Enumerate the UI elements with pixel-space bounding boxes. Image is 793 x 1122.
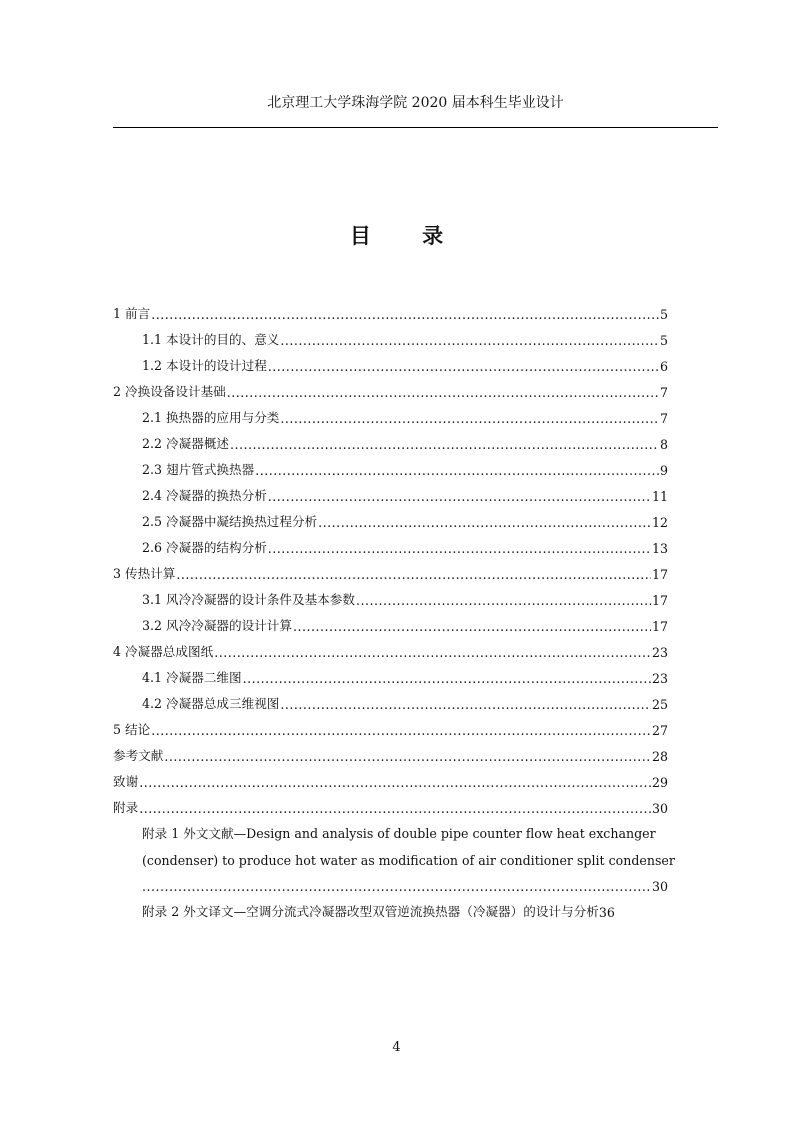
toc-entry-label: 2.5 冷凝器中凝结换热过程分析 bbox=[142, 514, 318, 529]
toc-entry-label: 4.2 冷凝器总成三维视图 bbox=[142, 696, 280, 711]
toc-entry-page: 17 bbox=[651, 567, 668, 582]
toc-entry[interactable] bbox=[113, 426, 668, 452]
toc-entry-label: 3.1 风冷冷凝器的设计条件及基本参数 bbox=[142, 592, 355, 607]
toc-entry[interactable] bbox=[113, 660, 668, 686]
toc-entry-page: 29 bbox=[651, 775, 668, 790]
toc-entry-page: 17 bbox=[651, 593, 668, 608]
toc-entry[interactable] bbox=[113, 400, 668, 426]
toc-leader bbox=[280, 411, 659, 426]
toc-entry-label: 4 冷凝器总成图纸 bbox=[113, 644, 214, 659]
toc-entry-label: 附录 bbox=[113, 800, 139, 815]
toc-leader bbox=[268, 359, 659, 374]
toc-entry-label: 2.6 冷凝器的结构分析 bbox=[142, 540, 267, 555]
toc-leader bbox=[230, 437, 659, 452]
toc-entry[interactable] bbox=[113, 738, 668, 764]
appendix-1-line-2[interactable] bbox=[142, 842, 675, 868]
appendix-1-line-3[interactable] bbox=[142, 868, 668, 894]
appendix-1-line-1[interactable] bbox=[142, 816, 668, 842]
page-number: 4 bbox=[392, 1040, 401, 1055]
toc-entry-page: 25 bbox=[651, 697, 668, 712]
toc-entry[interactable] bbox=[113, 634, 668, 660]
toc-leader bbox=[243, 671, 651, 686]
appendix-2-page: 36 bbox=[598, 905, 615, 920]
toc-entry[interactable] bbox=[113, 322, 668, 348]
toc-leader bbox=[268, 541, 651, 556]
toc-entry-page: 17 bbox=[651, 619, 668, 634]
toc-entry-label: 5 结论 bbox=[113, 722, 151, 737]
toc-title: 目 录 bbox=[349, 223, 466, 248]
toc-entry[interactable] bbox=[113, 764, 668, 790]
toc-entry-page: 5 bbox=[659, 307, 668, 322]
toc-entry[interactable] bbox=[113, 556, 668, 582]
toc-entry-page: 8 bbox=[659, 437, 668, 452]
toc-entry[interactable] bbox=[113, 504, 668, 530]
toc-leader bbox=[255, 463, 659, 478]
toc-entry-page: 12 bbox=[651, 515, 668, 530]
toc-entry-page: 6 bbox=[659, 359, 668, 374]
toc-entry-label: 2.4 冷凝器的换热分析 bbox=[142, 488, 267, 503]
toc-entry-label: 2.3 翅片管式换热器 bbox=[142, 462, 255, 477]
toc-entry[interactable] bbox=[113, 296, 668, 322]
toc-entry-label: 2.2 冷凝器概述 bbox=[142, 436, 230, 451]
appendix-1-title-cont: (condenser) to produce hot water as modification of air conditioner split condenser bbox=[142, 853, 675, 868]
toc-leader bbox=[227, 385, 659, 400]
appendix-1-title: 附录 1 外文文献—Design and analysis of double pipe counter flow heat exchanger bbox=[142, 826, 656, 841]
toc-leader bbox=[356, 593, 651, 608]
toc-entry-page: 7 bbox=[659, 411, 668, 426]
toc-entry-label: 3 传热计算 bbox=[113, 566, 176, 581]
toc-entry[interactable] bbox=[113, 348, 668, 374]
toc-leader bbox=[280, 333, 659, 348]
toc-entry[interactable] bbox=[113, 530, 668, 556]
toc-entry-page: 28 bbox=[651, 749, 668, 764]
appendix-2-line[interactable] bbox=[142, 894, 668, 920]
toc-entry-label: 2.1 换热器的应用与分类 bbox=[142, 410, 280, 425]
toc-entry[interactable] bbox=[113, 374, 668, 400]
toc-entry-page: 13 bbox=[651, 541, 668, 556]
toc-entry-page: 27 bbox=[651, 723, 668, 738]
toc-leader bbox=[151, 723, 651, 738]
toc-entry[interactable] bbox=[113, 608, 668, 634]
toc-entry[interactable] bbox=[113, 790, 668, 816]
toc-entry-label: 1.2 本设计的设计过程 bbox=[142, 358, 267, 373]
appendix-entries bbox=[113, 816, 675, 920]
toc-leader bbox=[293, 619, 651, 634]
toc-entry-page: 9 bbox=[659, 463, 668, 478]
toc-leader bbox=[214, 645, 651, 660]
toc-entry[interactable] bbox=[113, 452, 668, 478]
toc-entry-label: 4.1 冷凝器二维图 bbox=[142, 670, 242, 685]
toc-entry-page: 7 bbox=[659, 385, 668, 400]
toc-entry-label: 致谢 bbox=[113, 774, 139, 789]
appendix-2-title: 附录 2 外文译文—空调分流式冷凝器改型双管逆流换热器（冷凝器）的设计与分析 bbox=[142, 904, 599, 919]
toc-leader bbox=[176, 567, 651, 582]
toc-entry-label: 2 冷换设备设计基础 bbox=[113, 384, 226, 399]
header-rule bbox=[113, 127, 718, 128]
table-of-contents bbox=[113, 296, 675, 920]
toc-leader bbox=[151, 307, 659, 322]
toc-entry-label: 1.1 本设计的目的、意义 bbox=[142, 332, 280, 347]
toc-entry-label: 参考文献 bbox=[113, 748, 164, 763]
toc-leader bbox=[164, 749, 651, 764]
toc-entry-page: 23 bbox=[651, 671, 668, 686]
toc-leader bbox=[318, 515, 651, 530]
toc-entry-page: 5 bbox=[659, 333, 668, 348]
toc-leader bbox=[139, 801, 651, 816]
toc-entry-label: 3.2 风冷冷凝器的设计计算 bbox=[142, 618, 292, 633]
toc-entry-page: 11 bbox=[651, 489, 668, 504]
toc-leader bbox=[142, 879, 652, 894]
appendix-1-page: 30 bbox=[651, 879, 668, 894]
page-header: 北京理工大学珠海学院 2020 届本科生毕业设计 bbox=[267, 95, 564, 111]
toc-entry[interactable] bbox=[113, 712, 668, 738]
toc-entry-page: 30 bbox=[651, 801, 668, 816]
toc-entry[interactable] bbox=[113, 478, 668, 504]
toc-leader bbox=[268, 489, 651, 504]
toc-leader bbox=[280, 697, 651, 712]
toc-entry-label: 1 前言 bbox=[113, 306, 151, 321]
toc-entry[interactable] bbox=[113, 582, 668, 608]
toc-leader bbox=[139, 775, 651, 790]
toc-entry[interactable] bbox=[113, 686, 668, 712]
toc-entry-page: 23 bbox=[651, 645, 668, 660]
